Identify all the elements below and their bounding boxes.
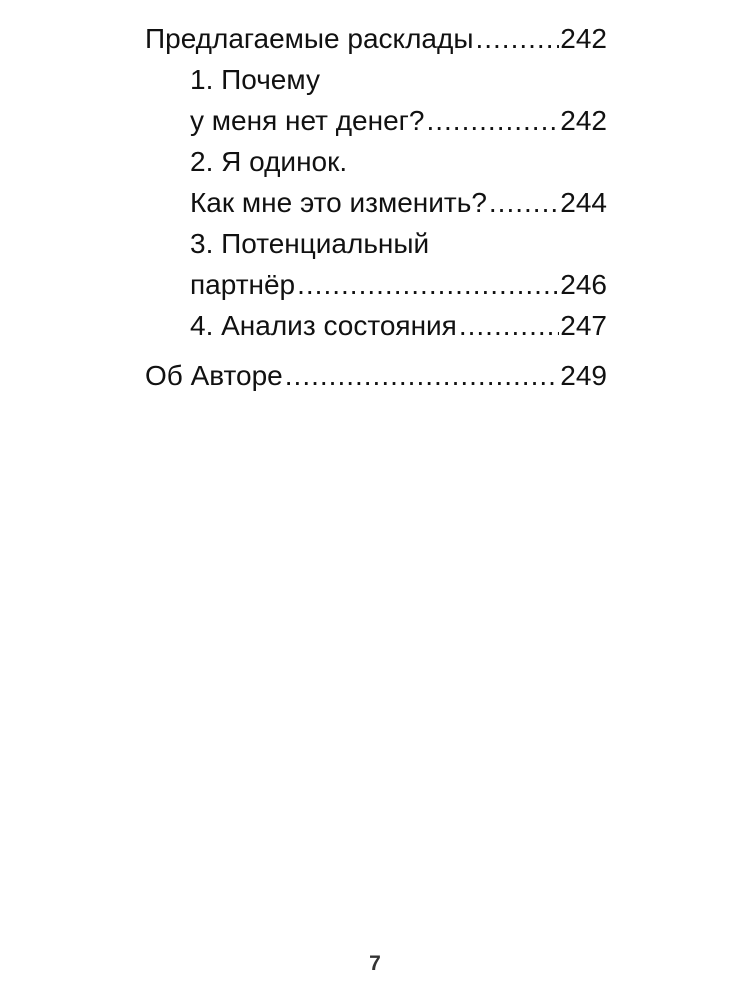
toc-entry-potential-partner-line1[interactable] bbox=[145, 223, 607, 264]
toc-entry-title: Об Авторе bbox=[145, 360, 283, 391]
toc-entry-title: партнёр bbox=[190, 269, 296, 300]
toc-entry-lonely-line2[interactable] bbox=[145, 182, 607, 223]
page-number: 7 bbox=[369, 952, 381, 975]
toc-entry-page: 249 bbox=[560, 360, 607, 391]
dot-leader bbox=[285, 355, 560, 396]
toc-entry-page: 242 bbox=[560, 23, 607, 54]
dot-leader bbox=[426, 100, 559, 141]
dot-leader bbox=[459, 305, 559, 346]
toc-entry-about-author[interactable] bbox=[145, 355, 607, 396]
toc-entry-potential-partner-line2[interactable] bbox=[145, 264, 607, 305]
toc-entry-title: 3. Потенциальный bbox=[190, 228, 430, 259]
dot-leader bbox=[475, 18, 559, 59]
dot-leader bbox=[489, 182, 559, 223]
toc-entry-title: 2. Я одинок. bbox=[190, 146, 348, 177]
toc-entry-why-no-money-line2[interactable] bbox=[145, 100, 607, 141]
toc-entry-page: 242 bbox=[560, 105, 607, 136]
dot-leader bbox=[297, 264, 559, 305]
toc-entry-title: 1. Почему bbox=[190, 64, 320, 95]
toc-entry-title: у меня нет денег? bbox=[190, 105, 425, 136]
toc-entry-page: 244 bbox=[560, 187, 607, 218]
toc-entry-title: Как мне это изменить? bbox=[190, 187, 487, 218]
toc-entry-lonely-line1[interactable] bbox=[145, 141, 607, 182]
table-of-contents bbox=[145, 18, 607, 396]
toc-entry-page: 247 bbox=[560, 310, 607, 341]
toc-entry-suggested-spreads[interactable] bbox=[145, 18, 607, 59]
toc-entry-title: 4. Анализ состояния bbox=[190, 310, 457, 341]
toc-entry-title: Предлагаемые расклады bbox=[145, 23, 474, 54]
toc-entry-state-analysis[interactable] bbox=[145, 305, 607, 346]
toc-entry-why-no-money-line1[interactable] bbox=[145, 59, 607, 100]
toc-entry-page: 246 bbox=[560, 269, 607, 300]
